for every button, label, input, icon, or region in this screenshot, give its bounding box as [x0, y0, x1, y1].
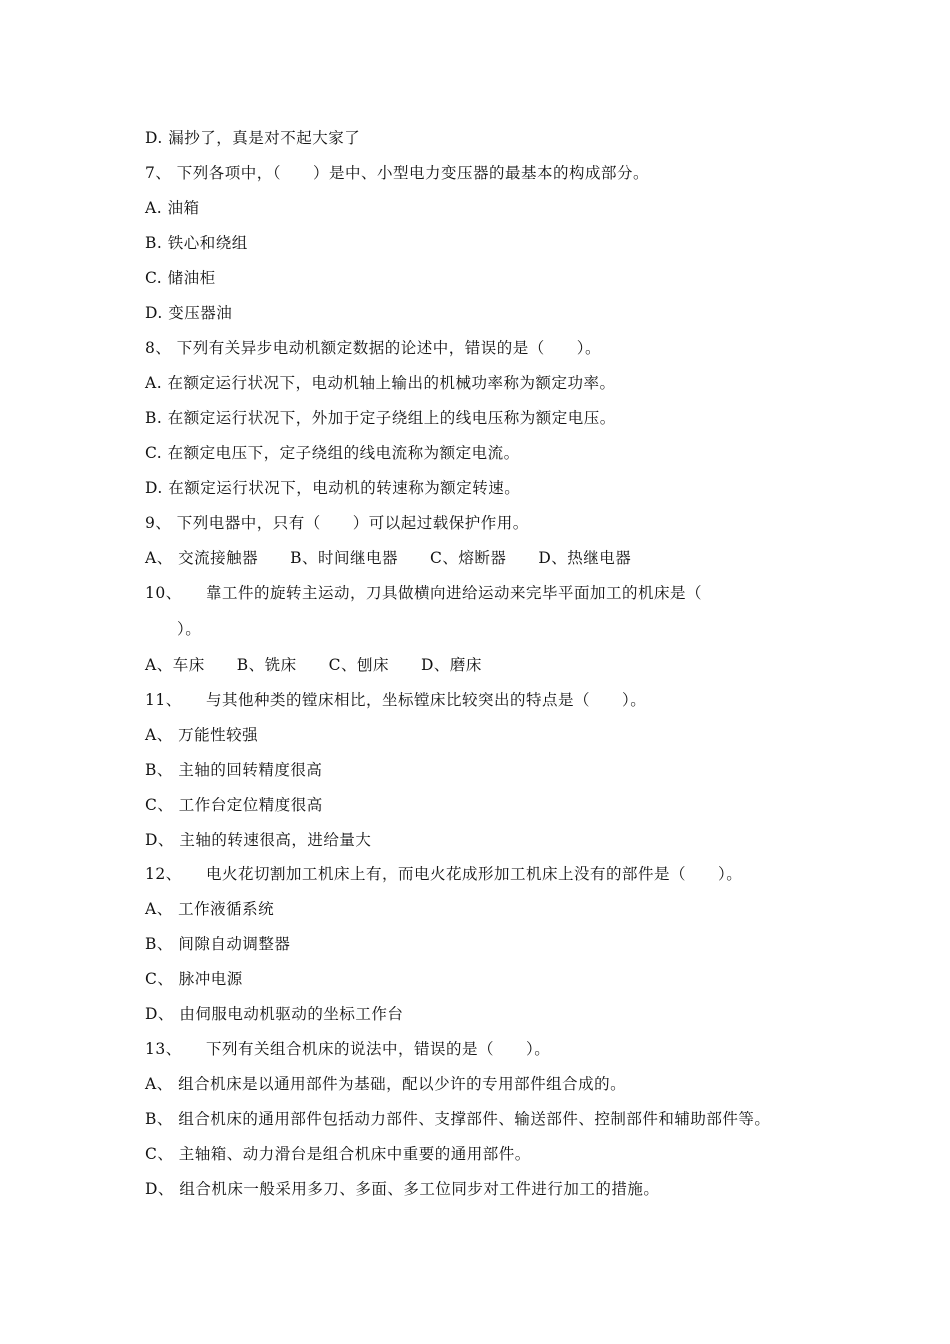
option-line: D、 由伺服电动机驱动的坐标工作台 — [145, 1005, 404, 1023]
option-line: B、 主轴的回转精度很高 — [145, 761, 323, 779]
option-line: B、 组合机床的通用部件包括动力部件、支撑部件、输送部件、控制部件和辅助部件等。 — [145, 1110, 771, 1128]
option-line: A. 在额定运行状况下，电动机轴上输出的机械功率称为额定功率。 — [145, 374, 616, 392]
option-line: A、 工作液循系统 — [145, 900, 275, 918]
option-line: D、 组合机床一般采用多刀、多面、多工位同步对工件进行加工的措施。 — [145, 1180, 660, 1198]
option-line: C、 脉冲电源 — [145, 970, 243, 988]
option-line: C、 主轴箱、动力滑台是组合机床中重要的通用部件。 — [145, 1145, 531, 1163]
question-line: 8、 下列有关异步电动机额定数据的论述中，错误的是（ ）。 — [145, 339, 602, 357]
option-line: C. 在额定电压下，定子绕组的线电流称为额定电流。 — [145, 444, 520, 462]
question-continuation: ）。 — [177, 620, 202, 638]
option-line: D. 变压器油 — [145, 304, 233, 322]
question-line: 10、 靠工件的旋转主运动，刀具做横向进给运动来完毕平面加工的机床是（ — [145, 584, 702, 602]
option-line: A、车床 B、铣床 C、刨床 D、磨床 — [145, 656, 482, 674]
option-line: D、 主轴的转速很高，进给量大 — [145, 831, 372, 849]
option-line: B、 间隙自动调整器 — [145, 935, 291, 953]
option-line: D. 在额定运行状况下，电动机的转速称为额定转速。 — [145, 479, 521, 497]
question-line: 7、 下列各项中，（ ）是中、小型电力变压器的最基本的构成部分。 — [145, 164, 650, 182]
option-line: A、 万能性较强 — [145, 726, 259, 744]
option-line: A. 油箱 — [145, 199, 200, 217]
question-line: 13、 下列有关组合机床的说法中，错误的是（ ）。 — [145, 1040, 551, 1058]
option-line: D. 漏抄了，真是对不起大家了 — [145, 129, 361, 147]
option-line: A、 交流接触器 B、时间继电器 C、熔断器 D、热继电器 — [145, 549, 632, 567]
option-line: A、 组合机床是以通用部件为基础，配以少许的专用部件组合成的。 — [145, 1075, 627, 1093]
option-line: C. 储油柜 — [145, 269, 216, 287]
question-line: 9、 下列电器中，只有（ ）可以起过载保护作用。 — [145, 514, 529, 532]
option-line: B. 铁心和绕组 — [145, 234, 248, 252]
question-line: 11、 与其他种类的镗床相比，坐标镗床比较突出的特点是（ ）。 — [145, 691, 647, 709]
option-line: B. 在额定运行状况下，外加于定子绕组上的线电压称为额定电压。 — [145, 409, 616, 427]
option-line: C、 工作台定位精度很高 — [145, 796, 323, 814]
question-line: 12、 电火花切割加工机床上有，而电火花成形加工机床上没有的部件是（ ）。 — [145, 865, 743, 883]
